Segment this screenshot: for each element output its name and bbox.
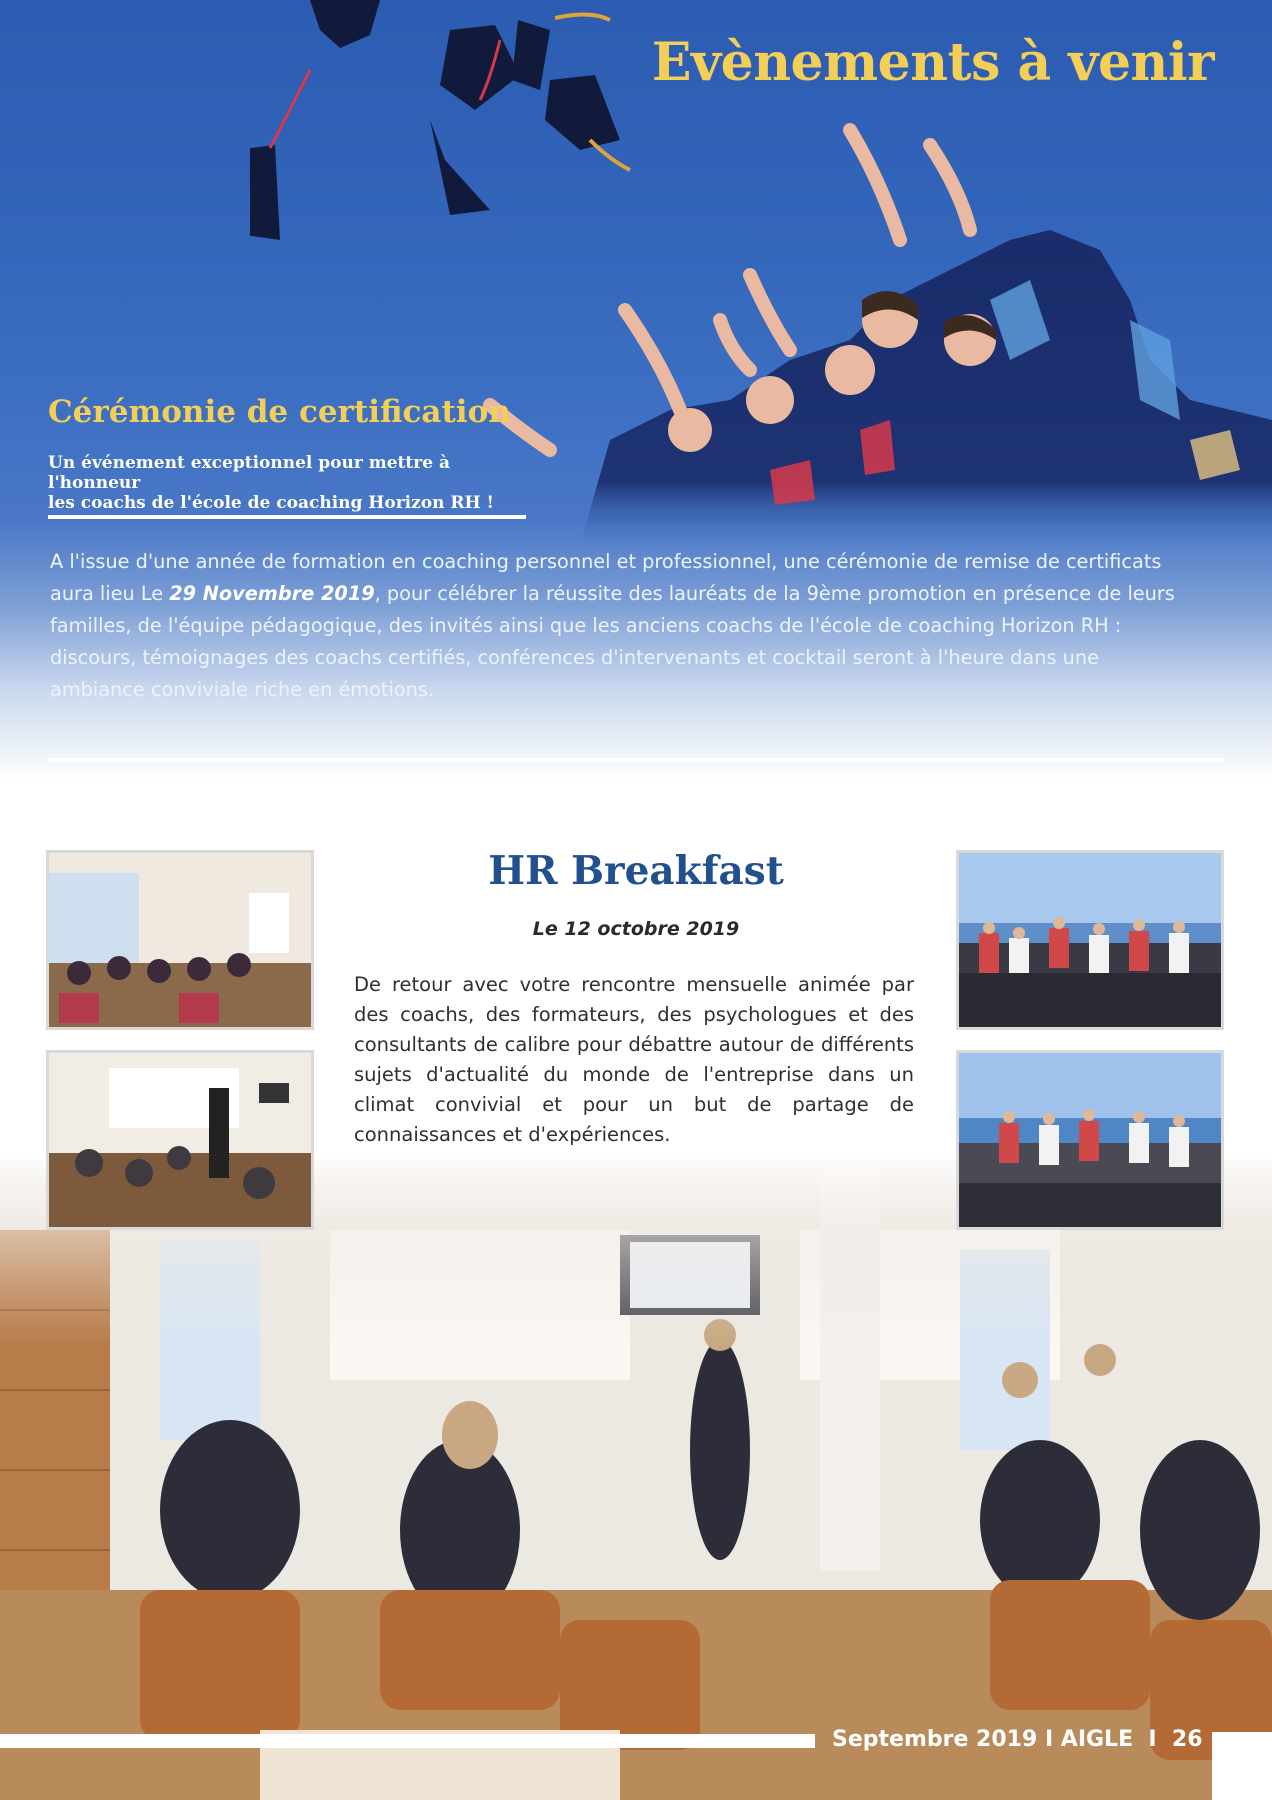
certification-title: Cérémonie de certification <box>48 394 511 430</box>
footer-corner-box <box>1212 1732 1272 1800</box>
breakfast-date: Le 12 octobre 2019 <box>532 918 740 940</box>
breakfast-group-photo-2 <box>956 1050 1224 1230</box>
hero-section <box>0 0 1272 840</box>
certification-subtitle-line2: les coachs de l'école de coaching Horizon RH ! <box>48 493 494 513</box>
certification-body <box>50 546 1190 706</box>
footer-bar <box>0 1734 815 1748</box>
certification-date: 29 Novembre 2019 <box>169 582 375 605</box>
section-divider <box>48 758 1224 762</box>
certification-body-after: , pour célébrer la réussite des lauréats de la 9ème promotion en présence de leurs familles, de l'équipe pédagogique, des invités ainsi que les anciens coachs de l'école de coaching Horizon RH : discours, témoignages des coachs certifiés, conférences d'intervenants et cocktail seront à l'heure dans une ambiance conviviale riche en émotions. <box>50 582 1175 701</box>
certification-subtitle-line1: Un événement exceptionnel pour mettre à l'honneur <box>48 453 450 493</box>
breakfast-room-photo <box>0 1150 1272 1800</box>
footer-text: Septembre 2019 I AIGLE I 26 <box>832 1727 1203 1752</box>
certification-underline <box>48 515 526 519</box>
breakfast-photo-1 <box>46 850 314 1030</box>
breakfast-group-photo-1 <box>956 850 1224 1030</box>
breakfast-photo-2 <box>46 1050 314 1230</box>
certification-body-before: A l'issue d'une année de formation en coaching personnel et professionnel, une cérémonie de remise de certificats aura lieu Le <box>50 550 1162 605</box>
breakfast-title: HR Breakfast <box>488 848 784 894</box>
certification-subtitle <box>48 453 548 513</box>
breakfast-body: De retour avec votre rencontre mensuelle animée par des coachs, des formateurs, des psychologues et des consultants de calibre pour débattre autour de différents sujets d'actualité du monde de l'entreprise dans un climat convivial et pour un but de partage de connaissances et d'expériences. <box>354 973 914 1146</box>
page-title: Evènements à venir <box>651 32 1214 93</box>
